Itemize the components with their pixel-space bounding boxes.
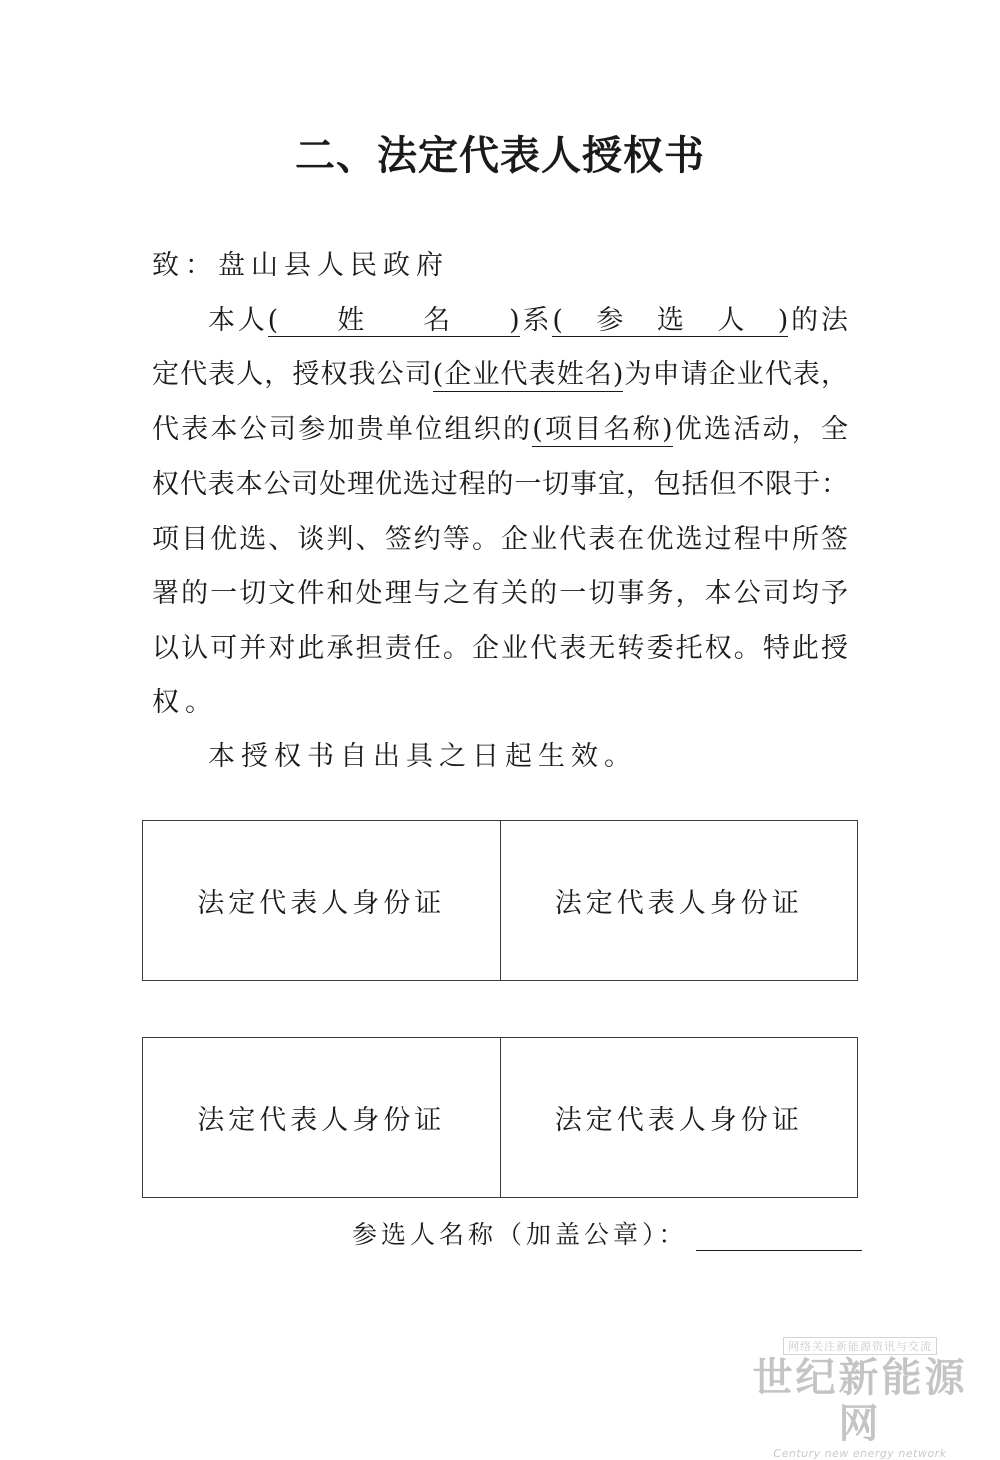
watermark-top: 网络关注新能源资讯与交流 (783, 1337, 937, 1355)
id-card-cell: 法定代表人身份证 (500, 1038, 858, 1197)
watermark (750, 1335, 970, 1460)
body-line-7: 以认可并对此承担责任。企业代表无转委托权。特此授 (152, 633, 848, 664)
recipient-line: 致：盘山县人民政府 (152, 250, 449, 281)
id-card-cell: 法定代表人身份证 (197, 1105, 446, 1136)
rep-name-field: (企业代表姓名) (432, 359, 624, 390)
effective-statement: 本授权书自出具之日起生效。 (208, 741, 637, 772)
body-line-8: 权。 (152, 687, 218, 718)
signature-line (352, 1215, 862, 1251)
signature-label: 参选人名称（加盖公章）： (352, 1220, 688, 1249)
body-line-4: 权代表本公司处理优选过程的一切事宜，包括但不限于： (152, 469, 848, 500)
id-card-cell: 法定代表人身份证 (500, 821, 858, 980)
body-line-6: 署的一切文件和处理与之有关的一切事务，本公司均予 (152, 578, 848, 609)
body-text: 系 (519, 305, 553, 336)
body-text: 优选活动，全 (672, 414, 849, 445)
id-card-table-2 (142, 1037, 858, 1198)
project-name-field: (项目名称) (532, 414, 673, 445)
page-title: 二、法定代表人授权书 (295, 133, 705, 179)
body-text: 代表本公司参加贵单位组织的 (152, 414, 533, 445)
body-line-3 (152, 407, 848, 446)
body-line-1 (152, 298, 848, 337)
body-line-5: 项目优选、谈判、签约等。企业代表在优选过程中所签 (152, 524, 848, 555)
watermark-main: 世纪新能源网 (752, 1355, 968, 1447)
id-card-cell: 法定代表人身份证 (197, 888, 446, 919)
signature-blank (696, 1222, 862, 1251)
body-text: 本人 (208, 305, 268, 336)
body-text: 定代表人，授权我公司 (152, 359, 433, 390)
id-card-table-1 (142, 820, 858, 981)
watermark-sub: Century new energy network (773, 1447, 947, 1460)
body-text: 为申请企业代表， (623, 359, 849, 390)
body-text: 的法 (788, 305, 849, 336)
body-line-2 (152, 352, 848, 391)
name-blank: (姓名) (267, 305, 520, 336)
party-blank: (参选人) (552, 305, 789, 336)
